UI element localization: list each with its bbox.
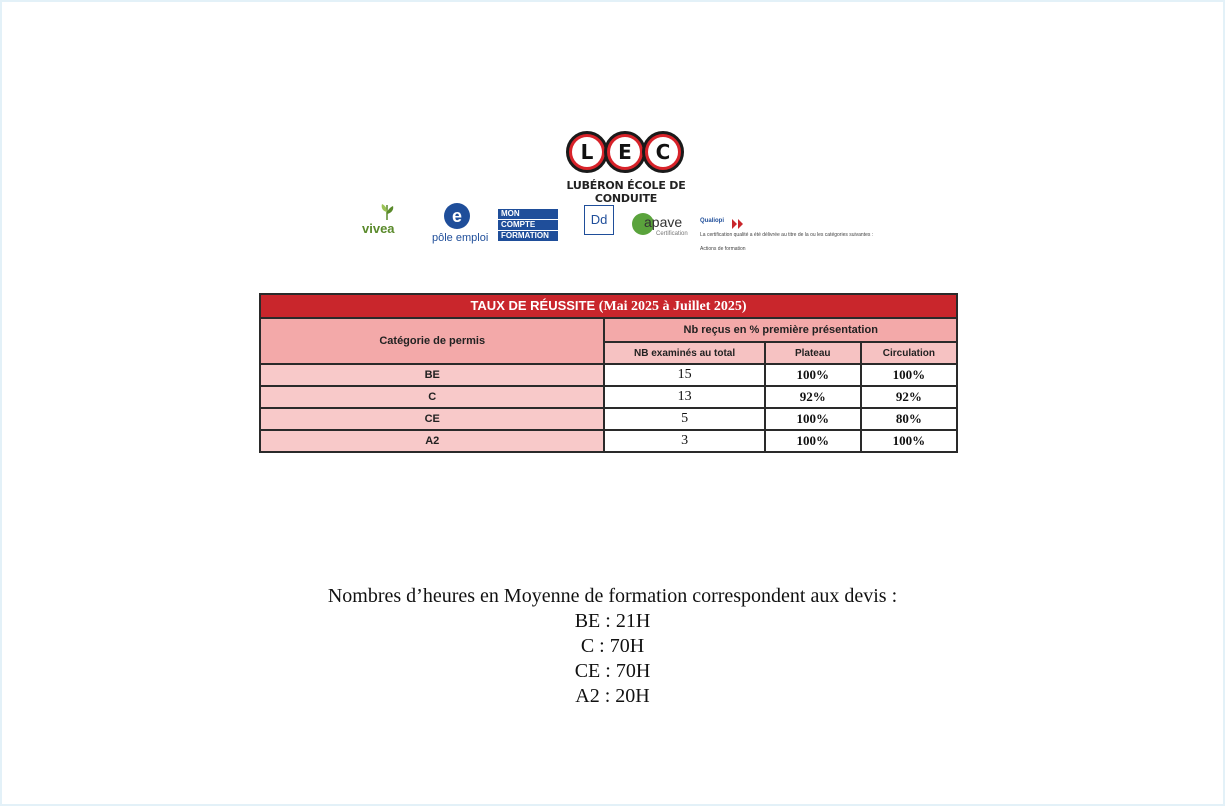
row-total: 15 [604,364,764,386]
apave-logo [632,203,692,243]
mon-compte-formation-logo [498,209,558,241]
row-circulation: 92% [861,386,957,408]
training-hours-line: BE : 21H [574,610,651,632]
apave-wordmark: apave [644,214,683,230]
success-rate-table [259,293,958,453]
training-hours-line: CE : 70H [574,660,651,682]
datadock-logo [584,205,614,243]
training-hours [0,584,1225,709]
apave-subtitle: Certification [656,231,688,237]
pole-emploi-mark: e [444,203,470,229]
row-circulation: 80% [861,408,957,430]
logo-tagline: LUBÉRON ÉCOLE DE CONDUITE [566,179,686,205]
qualiopi-logo [700,218,890,264]
row-plateau: 100% [765,408,861,430]
row-category: A2 [260,430,604,452]
row-plateau: 100% [765,430,861,452]
training-hours-line: A2 : 20H [575,685,650,707]
row-category: BE [260,364,604,386]
table-title-period: (Mai 2025 à Juillet 2025) [598,298,747,314]
qualiopi-wordmark: Qualiopi [700,218,724,224]
header-category: Catégorie de permis [260,318,604,364]
row-total: 13 [604,386,764,408]
logo-letter-c: C [642,131,684,173]
datadock-mark: Dd [584,205,614,235]
table-row [260,408,957,430]
chevron-right-icon [732,219,744,229]
qualiopi-note: La certification qualité a été délivrée au titre de la ou les catégories suivantes : [700,232,874,238]
training-hours-intro: Nombres d’heures en Moyenne de formation correspondent aux devis : [327,585,898,607]
header-group: Nb reçus en % première présentation [604,318,957,342]
mcf-line-1: MON [498,209,558,219]
vivea-wordmark: vivea [362,221,395,236]
table-title [260,294,957,318]
header-plateau: Plateau [765,342,861,364]
mcf-line-3: FORMATION [498,231,558,241]
row-circulation: 100% [861,364,957,386]
row-total: 5 [604,408,764,430]
table-row [260,386,957,408]
leaf-icon [378,203,396,221]
pole-emploi-logo [432,203,488,245]
training-hours-line: C : 70H [580,635,645,657]
row-plateau: 92% [765,386,861,408]
row-category: CE [260,408,604,430]
qualiopi-category: Actions de formation [700,246,746,252]
logo-letter-e: E [604,131,646,173]
vivea-logo [362,203,430,245]
table-title-prefix: TAUX DE RÉUSSITE [470,297,596,313]
row-plateau: 100% [765,364,861,386]
table-row [260,364,957,386]
row-total: 3 [604,430,764,452]
header-circulation: Circulation [861,342,957,364]
header-total: NB examinés au total [604,342,764,364]
mcf-line-2: COMPTE [498,220,558,230]
table-row [260,430,957,452]
logo-letter-l: L [566,131,608,173]
pole-emploi-wordmark: pôle emploi [432,232,489,244]
row-category: C [260,386,604,408]
row-circulation: 100% [861,430,957,452]
lec-logo [566,131,682,173]
